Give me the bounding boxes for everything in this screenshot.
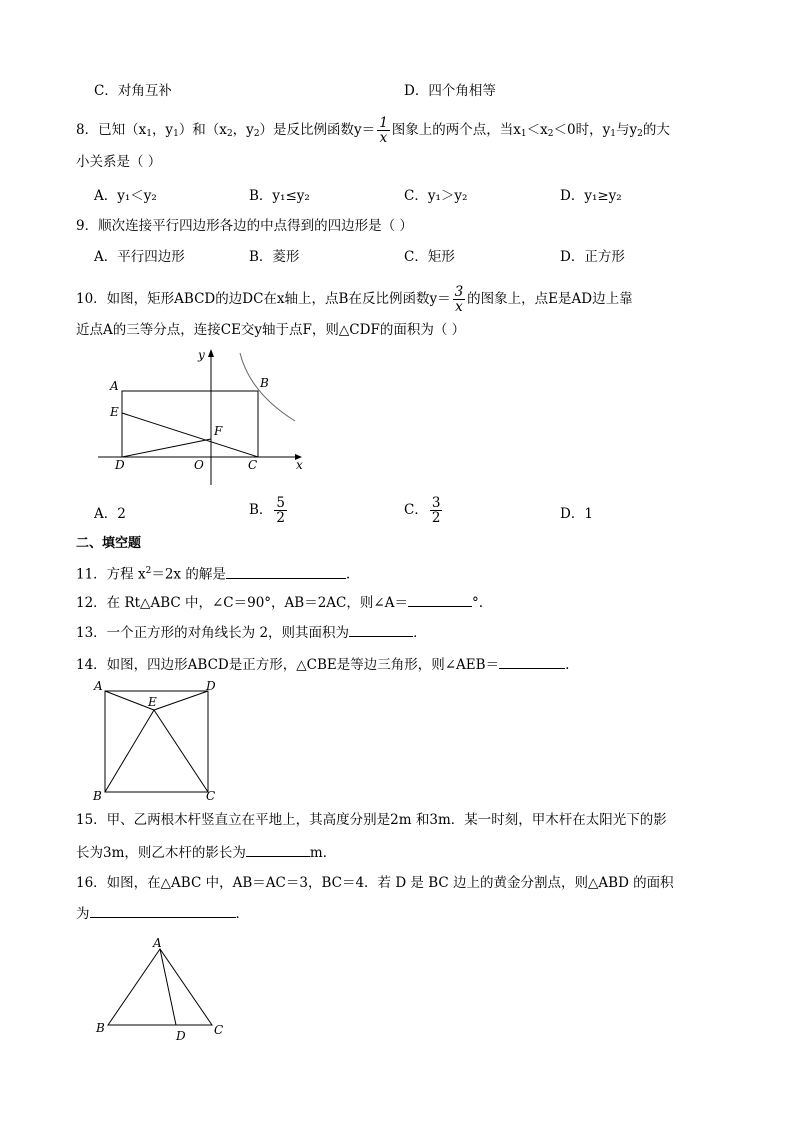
q10-option-c: C． $\frac{3}{2}$ — [404, 495, 441, 526]
q8-question-line2: 小关系是（ ） — [76, 154, 162, 170]
q15-question-line2: 长为3m，则乙木杆的影长为 m． — [76, 842, 336, 863]
q10-y-arrow — [208, 349, 214, 357]
q9-option-d: D．正方形 — [560, 249, 625, 265]
q10-rectangle — [122, 391, 258, 457]
q10-label-x: x — [296, 458, 303, 472]
q8-fraction: $\frac{1}{x}$ — [379, 115, 388, 146]
q8-question-line1: 8．已知（$x_1$，$y_1$）和（$x_2$，$y_2$）是反比例函数y＝ $\frac{1}{x}$ 图象上的两个点，当$x_1<x_2<0$时，$y_1$与$y_2$的大 — [76, 115, 670, 146]
q10-question-line2: 近点A的三等分点，连接CE交y轴于点F，则△CDF的面积为（ ） — [76, 322, 466, 338]
q16-question-line2: 为 ． — [76, 903, 249, 924]
q14-label-c: C — [206, 789, 216, 803]
q10-option-b: B． $\frac{5}{2}$ — [249, 495, 286, 526]
q14-segment-de — [154, 691, 208, 710]
q9-option-a: A．平行四边形 — [94, 249, 185, 265]
q7-option-d: D．四个角相等 — [404, 83, 496, 99]
q15-answer-blank[interactable] — [246, 842, 310, 857]
q10-fraction: $\frac{3}{x}$ — [454, 284, 464, 315]
q16-answer-blank[interactable] — [90, 903, 236, 918]
q14-label-a: A — [94, 679, 103, 693]
q12-question: 12．在 Rt△ABC 中，∠C＝90°，AB＝2AC，则∠A＝ °. — [76, 592, 483, 613]
q8-option-c: C．y₁＞y₂ — [404, 188, 468, 204]
q16-figure — [90, 935, 240, 1050]
q14-segment-be — [105, 710, 154, 792]
q16-label-c: C — [214, 1023, 224, 1037]
q10-label-f: F — [214, 424, 223, 438]
section-fill-in-blank-heading: 二、填空题 — [76, 536, 142, 551]
q14-segment-ae — [105, 691, 154, 710]
q11-answer-blank[interactable] — [226, 564, 346, 579]
q10-segment-df — [122, 439, 211, 457]
q14-question: 14．如图，四边形ABCD是正方形，△CBE是等边三角形，则∠AEB＝ . — [76, 654, 569, 675]
q10-label-a: A — [110, 379, 119, 393]
q8-option-a: A．y₁＜y₂ — [94, 188, 157, 204]
q10-segment-ce — [122, 413, 258, 457]
q8-option-b: B．y₁≤y₂ — [249, 188, 310, 204]
q15-question-line1: 15．甲、乙两根木杆竖直立在平地上，其高度分别是2m 和3m．某一时刻，甲木杆在太阳光下的影 — [76, 812, 667, 828]
q14-label-d: D — [206, 679, 216, 693]
q16-question-line1: 16．如图，在△ABC 中，AB＝AC＝3，BC＝4．若 D 是 BC 边上的黄金分割点，则△ABD 的面积 — [76, 875, 674, 891]
q16-triangle — [108, 949, 212, 1025]
q10-option-a: A．2 — [94, 506, 126, 522]
q10-label-o: O — [194, 458, 204, 472]
q16-label-d: D — [176, 1029, 186, 1043]
q12-answer-blank[interactable] — [408, 592, 472, 607]
q9-option-c: C．矩形 — [404, 249, 455, 265]
q14-figure — [90, 676, 230, 806]
q10-label-d: D — [115, 458, 125, 472]
q14-segment-ce — [154, 710, 208, 792]
q11-question: 11．方程 $x^2=2x$ 的解是 . — [76, 561, 350, 585]
q9-option-b: B．菱形 — [249, 249, 300, 265]
q14-label-b: B — [93, 789, 102, 803]
q16-label-a: A — [153, 936, 162, 950]
q13-answer-blank[interactable] — [349, 622, 413, 637]
q14-label-e: E — [148, 695, 157, 709]
q7-option-c: C．对角互补 — [94, 83, 172, 99]
q10-label-c: C — [248, 458, 258, 472]
q10-option-d: D．1 — [560, 506, 593, 522]
q10-label-e: E — [110, 405, 119, 419]
q10-question-line1: 10．如图，矩形ABCD的边DC在x轴上，点B在反比例函数y＝ $\frac{3}{x}$ 的图象上，点E是AD边上靠 — [76, 284, 633, 315]
q10-figure — [90, 345, 320, 490]
q10-label-y: y — [198, 348, 205, 362]
q10-label-b: B — [260, 376, 269, 390]
q13-question: 13．一个正方形的对角线长为 2，则其面积为 ． — [76, 622, 427, 643]
q14-answer-blank[interactable] — [499, 654, 565, 669]
q16-label-b: B — [96, 1021, 105, 1035]
q9-question: 9．顺次连接平行四边形各边的中点得到的四边形是（ ） — [76, 218, 413, 234]
q8-option-d: D．y₁≥y₂ — [560, 188, 622, 204]
